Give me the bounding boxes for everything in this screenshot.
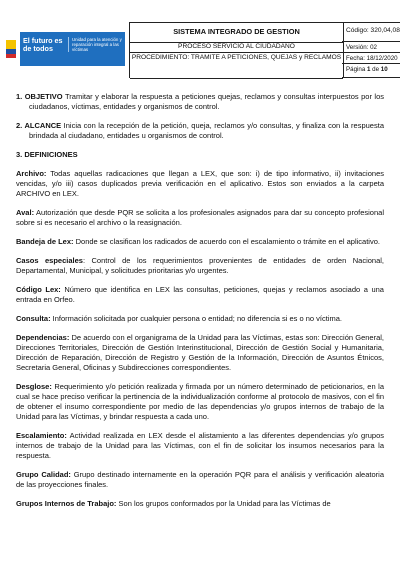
unidad-victimas-logo (20, 32, 125, 66)
document-version: Versión: 02 (346, 44, 377, 51)
definition-text: Todas aquellas radicaciones que llegan a LEX, que son: i) de tipo informativo, ii) invitaciones vencidas, y/o iii) casos duplicados previa verificación en el aplicativo. Estos son enviados a la carpeta ARCHIVO en LEX. (16, 169, 384, 198)
definition-term: Escalamiento: (16, 431, 67, 440)
page-number: Página 1 de 10 (346, 66, 388, 73)
document-control-block (342, 22, 400, 78)
definition-text: Actividad realizada en LEX desde el alistamiento a las diferentes dependencias y/o grupos internos de trabajo de la Unidad para las Víctimas, con el fin de solicitar los insumos necesarios para la respuesta. (16, 431, 384, 460)
document-body (16, 92, 384, 518)
definition-term: Bandeja de Lex: (16, 237, 74, 246)
definition-item (16, 285, 384, 305)
definition-item (16, 333, 384, 373)
definition-item (16, 499, 384, 509)
definition-item (16, 169, 384, 199)
document-code: Código: 320,04,08 (346, 27, 400, 34)
definition-text: Información solicitada por cualquier persona o entidad; no diferencia si es o no víctima. (50, 314, 343, 323)
system-title: SISTEMA INTEGRADO DE GESTION (130, 22, 343, 43)
section-definiciones-title: 3. DEFINICIONES (16, 150, 78, 159)
definition-term: Grupo Calidad: (16, 470, 71, 479)
logo-area (4, 22, 129, 78)
definition-term: Grupos Internos de Trabajo: (16, 499, 117, 508)
definition-item (16, 382, 384, 422)
definition-term: Aval: (16, 208, 35, 217)
definition-item (16, 470, 384, 490)
definition-item (16, 314, 384, 324)
definition-text: : Control de los requerimientos provenientes de entidades de orden Nacional, Departamental, Municipal, y solicitudes prioritarias y/o urgentes. (16, 256, 384, 275)
document-header (4, 22, 400, 78)
definition-text: Número que identifica en LEX las consultas, peticiones, quejas y reclamos asociado a una entrada en Orfeo. (16, 285, 384, 304)
procedure-name: PROCEDIMIENTO: TRAMITE A PETICIONES, QUEJAS y RECLAMOS (130, 53, 343, 79)
logo-entity-name: Unidad para la atención y reparación integral a las víctimas (68, 37, 128, 52)
definition-text: De acuerdo con el organigrama de la Unidad para las Víctimas, estas son: Dirección General, Direcciones Territoriales, Dirección de Gestión Interinstitucional, Dirección de Gestión Social y Humanitaria, Dirección de Reparación, Dirección de Registro y Gestión de la Información, Dirección de Asuntos Étnicos, Secretaria General, Oficinas y Subdirecciones correspondientes. (16, 333, 384, 372)
definition-item (16, 256, 384, 276)
definitions-list (16, 169, 384, 509)
definition-term: Casos especiales (16, 256, 83, 265)
colombia-flag-icon (6, 40, 16, 58)
definition-term: Dependencias: (16, 333, 70, 342)
logo-slogan: El futuro es de todos (23, 36, 63, 53)
header-title-block (129, 22, 344, 78)
definition-text: Autorización que desde PQR se solicita a los profesionales asignados para dar su concepto profesional sobre si es necesario el archivo o la reasignación. (16, 208, 384, 227)
definition-term: Consulta: (16, 314, 51, 323)
definition-term: Desglose: (16, 382, 52, 391)
definition-text: Son los grupos conformados por la Unidad para las Víctimas de (116, 499, 331, 508)
definition-term: Archivo: (16, 169, 47, 178)
definition-text: Grupo destinado internamente en la operación PQR para el análisis y verificación aleatoria de las proyecciones finales. (16, 470, 384, 489)
definition-item (16, 237, 384, 247)
definition-text: Donde se clasifican los radicados de acuerdo con el escalamiento o trámite en el aplicativo. (73, 237, 380, 246)
process-name: PROCESO SERVICIO AL CIUDADANO (130, 42, 343, 53)
definition-term: Código Lex: (16, 285, 61, 294)
section-objetivo: 1. OBJETIVO Tramitar y elaborar la respuesta a peticiones quejas, reclamos y consultas interpuestos por los ciudadanos, víctimas, entidades y organismos de control. (16, 92, 384, 111)
definition-item (16, 431, 384, 461)
section-alcance: 2. ALCANCE Inicia con la recepción de la petición, queja, reclamos y/o consultas, y finaliza con la respuesta brindada al ciudadano, entidades u organismos de control. (16, 121, 384, 140)
definition-item (16, 208, 384, 228)
definition-text: Requerimiento y/o petición realizada y firmada por un número determinado de peticionarios, en la cual se hace preciso verificar la pertinencia de la individualización conforme al protocolo de masivos, con el fin de obtener el insumo correspondiente por medio de las dependencias y/o grupos internos de trabajo de la Unidad para las Víctimas, y brindar respuesta a cada uno. (16, 382, 384, 421)
document-date: Fecha: 18/12/2020 (346, 55, 398, 62)
